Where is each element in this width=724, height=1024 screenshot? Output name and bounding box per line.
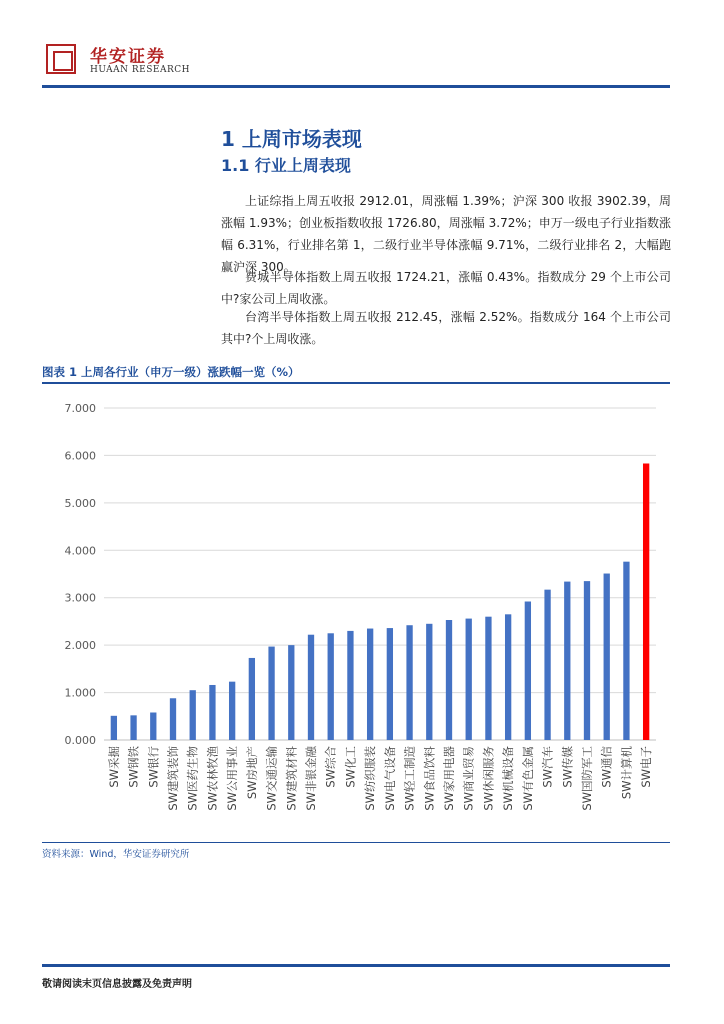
bar	[505, 614, 511, 740]
figure-bottom-divider	[42, 842, 670, 843]
x-tick-label: SW通信	[599, 746, 614, 788]
bar	[446, 620, 452, 740]
y-tick-label: 4.000	[64, 544, 96, 558]
bar	[111, 716, 117, 740]
x-tick-label: SW综合	[323, 746, 338, 788]
footer-disclaimer: 敬请阅读末页信息披露及免责声明	[42, 979, 192, 990]
x-tick-label: SW纺织服装	[363, 746, 378, 811]
header-divider	[42, 85, 670, 88]
bar	[623, 562, 629, 740]
brand-name-en: HUAAN RESEARCH	[90, 65, 190, 75]
x-tick-label: SW农林牧渔	[205, 746, 220, 811]
x-tick-label: SW采掘	[106, 746, 121, 788]
x-tick-label: SW电气设备	[382, 746, 397, 811]
footer-divider	[42, 964, 670, 967]
bar	[367, 629, 373, 740]
x-tick-label: SW非银金融	[304, 746, 318, 811]
x-tick-label: SW钢铁	[126, 746, 141, 788]
bar	[406, 625, 412, 740]
x-tick-label: SW建筑材料	[284, 746, 299, 811]
x-tick-label: SW国防军工	[580, 746, 594, 811]
bar	[229, 682, 235, 740]
y-tick-label: 1.000	[64, 686, 96, 700]
section-title: 1 上周市场表现	[221, 127, 362, 151]
x-tick-label: SW银行	[146, 746, 161, 788]
bar	[525, 602, 531, 740]
y-tick-label: 2.000	[64, 639, 96, 653]
x-tick-label: SW轻工制造	[402, 746, 417, 811]
bar	[544, 590, 550, 740]
x-tick-label: SW房地产	[244, 746, 259, 800]
figure-source: 资料来源：Wind，华安证券研究所	[42, 849, 190, 860]
paragraph-market: 上证综指上周五收报 2912.01，周涨幅 1.39%；沪深 300 收报 3902.39，周涨幅 1.93%；创业板指数收报 1726.80，周涨幅 3.72%；申万一级电子行业指数涨幅 6.31%，行业排名第 1，二级行业半导体涨幅 9.71%，二级行业排名 2，大幅跑赢沪深 300。	[221, 194, 671, 274]
x-tick-label: SW计算机	[619, 746, 634, 800]
bar	[485, 617, 491, 740]
bar	[466, 619, 472, 740]
y-tick-label: 6.000	[64, 449, 96, 463]
bar	[328, 633, 334, 740]
x-tick-label: SW汽车	[540, 746, 555, 788]
bar	[347, 631, 353, 740]
paragraph-taiwan: 台湾半导体指数上周五收报 212.45，涨幅 2.52%。指数成分 164 个上市公司其中?个上周收涨。	[221, 310, 671, 346]
x-tick-label: SW化工	[343, 746, 358, 788]
bar	[308, 635, 314, 740]
bar	[170, 698, 176, 740]
x-tick-label: SW建筑装饰	[166, 746, 180, 811]
paragraph-sox: 费城半导体指数上周五收报 1724.21，涨幅 0.43%。指数成分 29 个上市公司中?家公司上周收涨。	[221, 270, 671, 306]
x-tick-label: SW食品饮料	[422, 746, 437, 811]
subsection-title: 1.1 行业上周表现	[221, 156, 351, 175]
x-tick-label: SW交通运输	[264, 746, 279, 811]
industry-bar-chart	[0, 384, 724, 840]
bar	[643, 463, 649, 740]
bar	[150, 712, 156, 740]
figure-title: 图表 1 上周各行业（申万一级）涨跌幅一览（%）	[42, 365, 300, 379]
bar	[584, 581, 590, 740]
x-tick-label: SW公用事业	[225, 746, 240, 811]
brand-name: 华安证券	[90, 47, 166, 67]
bar	[249, 658, 255, 740]
y-tick-label: 5.000	[64, 496, 96, 510]
x-tick-label: SW电子	[639, 746, 654, 788]
x-tick-label: SW医药生物	[185, 746, 200, 811]
bar	[209, 685, 215, 740]
bar	[130, 715, 136, 740]
x-tick-label: SW休闲服务	[481, 746, 496, 811]
x-tick-label: SW家用电器	[442, 746, 456, 811]
bar	[268, 647, 274, 740]
x-tick-label: SW有色金属	[520, 746, 535, 811]
bar	[387, 628, 393, 740]
report-header	[42, 40, 672, 85]
x-tick-label: SW传媒	[560, 746, 575, 788]
bar	[564, 582, 570, 740]
logo-icon	[46, 44, 76, 74]
y-tick-label: 3.000	[64, 591, 96, 605]
x-tick-label: SW商业贸易	[461, 746, 476, 811]
bar	[604, 574, 610, 740]
bar	[426, 624, 432, 740]
y-tick-label: 0.000	[64, 734, 96, 747]
bar	[288, 645, 294, 740]
bar	[190, 690, 196, 740]
x-tick-label: SW机械设备	[501, 746, 516, 811]
y-tick-label: 7.000	[64, 402, 96, 415]
